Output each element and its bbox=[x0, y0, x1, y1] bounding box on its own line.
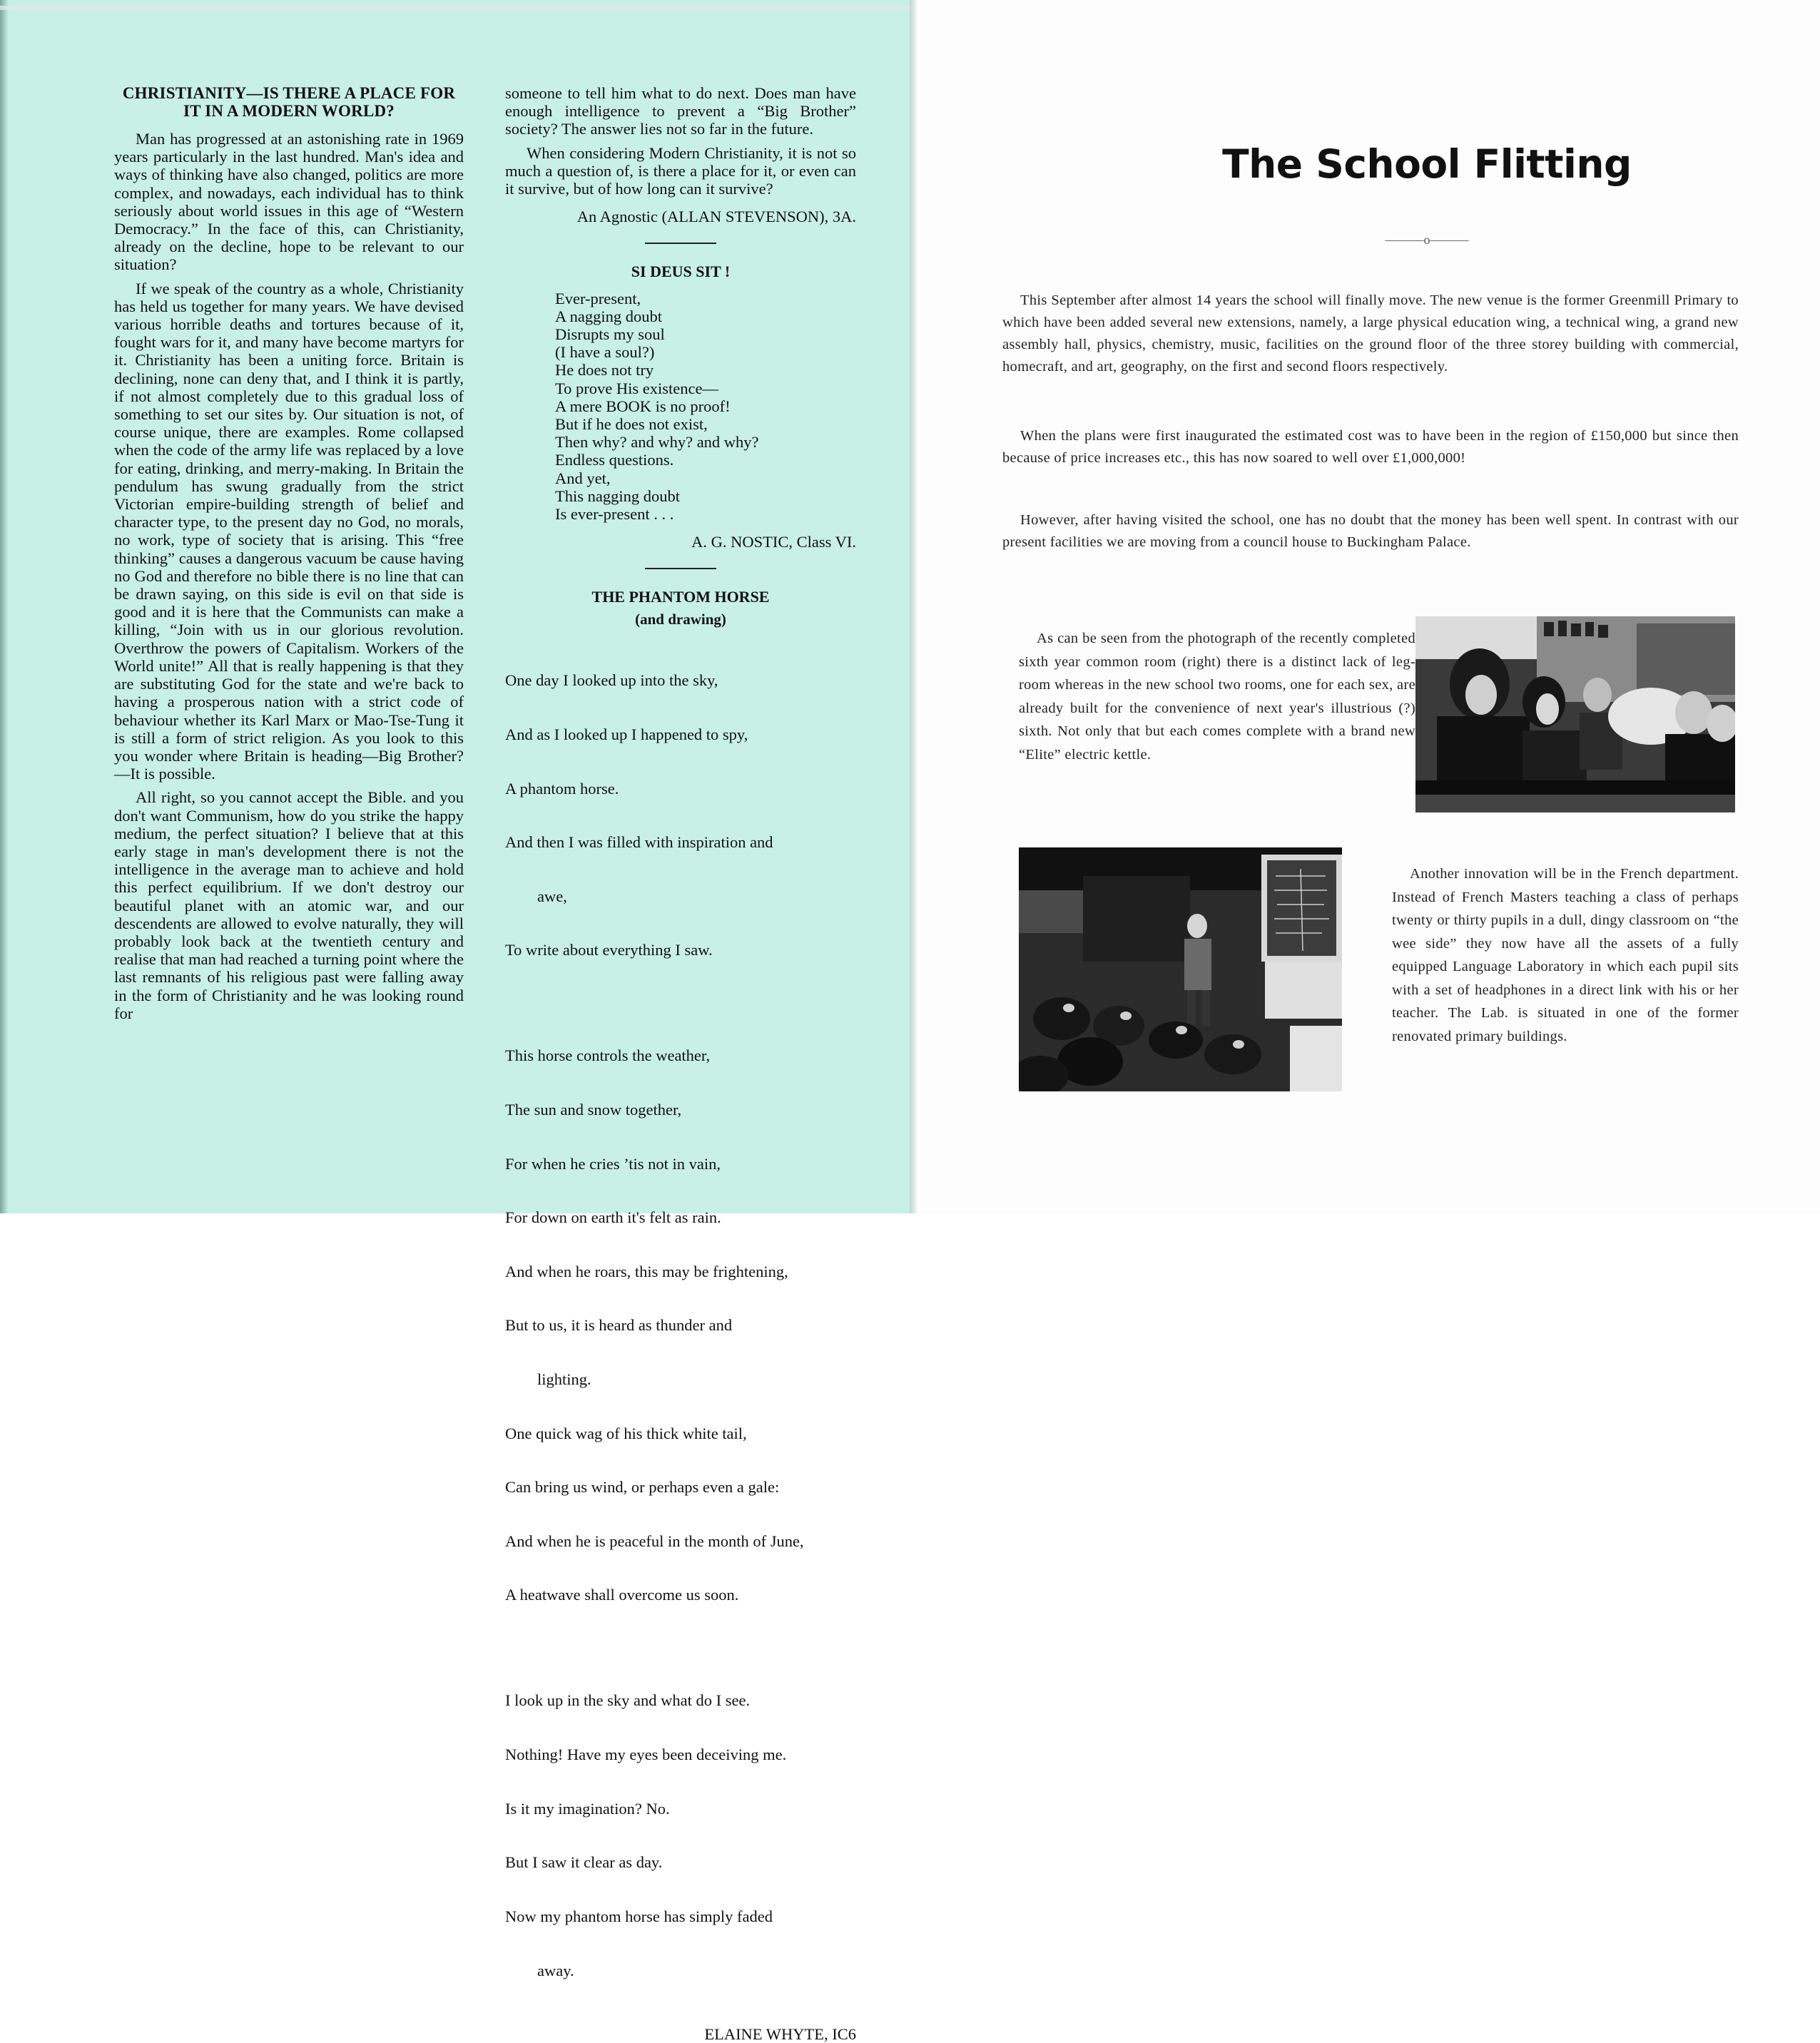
poem-line: He does not try bbox=[555, 361, 654, 379]
poem-line: Then why? and why? and why? bbox=[555, 433, 759, 452]
poem-line: Ever-present, bbox=[555, 289, 641, 307]
poem-line: Now my phantom horse has simply faded bbox=[505, 1907, 773, 1925]
article-title: CHRISTIANITY—IS THERE A PLACE FOR IT IN A MODERN WORLD? bbox=[122, 84, 456, 120]
article-paragraph bbox=[1002, 290, 1739, 378]
poem-line: away. bbox=[505, 1961, 574, 1980]
poem-line: But to us, it is heard as thunder and bbox=[505, 1316, 733, 1335]
paragraph-text: This September after almost 14 years the school will finally move. The new venue is the former Greenmill Primary to which have been added several new extensions, namely, a large physical education wing, a technical wing, a grand new assembly hall, physics, chemistry, music, facilities on the ground floor of the three storey building with commercial, homecraft, and art, geography, on the first and second floors respectively. bbox=[1002, 292, 1739, 375]
language-lab-photo bbox=[1019, 847, 1342, 1091]
poem-line: A heatwave shall overcome us soon. bbox=[505, 1586, 739, 1604]
poem-line: Is ever-present . . . bbox=[555, 505, 674, 524]
poem-line: One quick wag of his thick white tail, bbox=[505, 1424, 747, 1442]
article-paragraph: Man has progressed at an astonishing rate in 1969 years particularly in the last hundred. Man's idea and ways of thinking have also changed, politics are more complex, and nowadays, each individual has to think seriously about world issues in this age of “Western Democracy.” In the face of this, can Christianity, already on the decline, hope to be relevant to our situation? bbox=[114, 130, 464, 274]
poem-line: Endless questions. bbox=[555, 451, 674, 469]
poem-byline: A. G. NOSTIC, Class VI. bbox=[691, 533, 856, 551]
poem-line: I look up in the sky and what do I see. bbox=[505, 1691, 751, 1710]
poem-line: For when he cries ’tis not in vain, bbox=[505, 1154, 721, 1173]
poem-line: And as I looked up I happened to spy, bbox=[505, 725, 748, 743]
poem-stanza bbox=[505, 1011, 856, 1640]
poem-line: And then I was filled with inspiration and bbox=[505, 833, 773, 852]
column-left bbox=[114, 84, 464, 1028]
paragraph-text: When the plans were first inaugurated the estimated cost was to have been in the region of £150,000 but since then because of price increases etc., this has now soared to well over £1,000,000! bbox=[1002, 428, 1739, 466]
poem-line: A mere BOOK is no proof! bbox=[555, 397, 731, 415]
language-lab-photo-image bbox=[1019, 847, 1342, 1091]
poem-line: But I saw it clear as day. bbox=[505, 1853, 663, 1872]
poem-line: lighting. bbox=[505, 1370, 591, 1388]
poem-line: And when he roars, this may be frightening, bbox=[505, 1262, 788, 1280]
article-paragraph: someone to tell him what to do next. Does man have enough intelligence to prevent a “Big Brother” society? The answer lies not so far in the future. bbox=[505, 84, 856, 138]
poem-line: Can bring us wind, or perhaps even a gale: bbox=[505, 1478, 780, 1497]
article-paragraph bbox=[1002, 509, 1739, 554]
poem-line: Nothing! Have my eyes been deceiving me. bbox=[505, 1746, 787, 1764]
book-spine bbox=[910, 0, 917, 1213]
article-paragraph: All right, so you cannot accept the Bible. and you don't want Communism, how do you strike the happy medium, the perfect situation? I believe that at this early stage in man's development there is not the intelligence in the average man to achieve and hold this perfect equilibrium. If we don't destroy our beautiful planet with an atomic war, and our descendents are allowed to evolve naturally, they will probably look back at the twentieth century and realise that man had reached a turning point where the last remnants of his religious past were falling away in the form of Christianity and he was looking round for bbox=[114, 788, 464, 1022]
poem-stanza bbox=[505, 1656, 856, 2015]
poem-subtitle: (and drawing) bbox=[635, 610, 726, 628]
column-right bbox=[505, 84, 856, 2043]
page-title: The School Flitting bbox=[1222, 141, 1632, 187]
poem-stanza bbox=[505, 636, 856, 995]
poem-line: awe, bbox=[505, 887, 567, 905]
poem-line: The sun and snow together, bbox=[505, 1100, 682, 1119]
common-room-photo-image bbox=[1415, 616, 1735, 812]
poem-title: SI DEUS SIT ! bbox=[631, 263, 731, 281]
poem-line: This horse controls the weather, bbox=[505, 1046, 711, 1065]
poem-line: For down on earth it's felt as rain. bbox=[505, 1208, 721, 1227]
poem-line: (I have a soul?) bbox=[555, 343, 655, 362]
poem-line: This nagging doubt bbox=[555, 486, 680, 505]
poem-line: One day I looked up into the sky, bbox=[505, 671, 718, 690]
poem-title: THE PHANTOM HORSE bbox=[591, 588, 770, 606]
poem-body bbox=[555, 290, 856, 524]
poem-line: A phantom horse. bbox=[505, 779, 619, 798]
article-paragraph bbox=[1002, 425, 1739, 469]
article-paragraph: When considering Modern Christianity, it is not so much a question of, is there a place for it, or even can it survive, but of how long can it survive? bbox=[505, 143, 856, 198]
ornament-divider: ———o——— bbox=[1385, 233, 1469, 247]
poem-line: To prove His existence— bbox=[555, 379, 718, 397]
language-lab-paragraph: Another innovation will be in the French department. Instead of French Masters teaching a class of perhaps twenty or thirty pupils in a dull, dingy classroom on “the wee side” they now have all the assets of a fully equipped Language Laboratory in which each pupil sits with a set of headphones in a direct link with his or her teacher. The Lab. is situated in one of the former renovated primary buildings. bbox=[1392, 866, 1739, 1044]
poem-line: Is it my imagination? No. bbox=[505, 1799, 670, 1818]
poem-line: Disrupts my soul bbox=[555, 325, 665, 344]
poem-body bbox=[505, 636, 856, 2015]
poem-byline: ELAINE WHYTE, IC6 bbox=[704, 2025, 856, 2043]
poem-line: But if he does not exist, bbox=[555, 415, 708, 434]
poem-line: And when he is peaceful in the month of June, bbox=[505, 1532, 804, 1550]
common-room-paragraph: As can be seen from the photograph of the recently completed sixth year common room (right) there is a distinct lack of leg-room whereas in the new school two rooms, one for each sex, are already built for the convenience of next year's illustrious (?) sixth. Not only that but each comes complete with a brand new “Elite” electric kettle. bbox=[1019, 631, 1415, 763]
common-room-photo bbox=[1415, 616, 1735, 812]
divider bbox=[645, 243, 716, 244]
divider bbox=[645, 568, 716, 569]
poem-line: To write about everything I saw. bbox=[505, 941, 713, 959]
article-byline: An Agnostic (ALLAN STEVENSON), 3A. bbox=[576, 208, 856, 226]
poem-line: And yet, bbox=[555, 469, 611, 487]
poem-line: A nagging doubt bbox=[555, 307, 662, 325]
paragraph-text: However, after having visited the school, one has no doubt that the money has been well spent. In contrast with our present facilities we are moving from a council house to Buckingham Palace. bbox=[1002, 512, 1739, 550]
article-paragraph: If we speak of the country as a whole, Christianity has held us together for many years. We have devised various horrible deaths and tortures because of it, fought wars for it, and many have become martyrs for it. Christianity has been a uniting force. Britain is declining, none can deny that, and I think it is partly, if not almost completely due to this gradual loss of something to set our sites by. Our situation is not, of course unique, there are examples. Rome collapsed when the code of the army life was replaced by a love for eating, drinking, and merry-making. In Britain the pendulum has swung gradually from the strict Victorian empire-building strength of belief and character type, to the present day no God, no morals, no work, type of society that is arising. This “free thinking” causes a dangerous vacuum be cause having no God and therefore no bible there is no line that can be drawn saying, on this side is evil on that side is good and it is here that the Communists can make a killing, “Join with us in our glorious revolution. Overthrow the powers of Capitalism. Workers of the World unite!” All that is really happening is that they are substituting God for the state and we're back to having a prosperous nation with a strict code of behaviour whether its Karl Marx or Mao-Tse-Tung it is still a form of strict religion. As you look to this you wonder where Britain is heading—Big Brother?—It is possible. bbox=[114, 279, 464, 783]
